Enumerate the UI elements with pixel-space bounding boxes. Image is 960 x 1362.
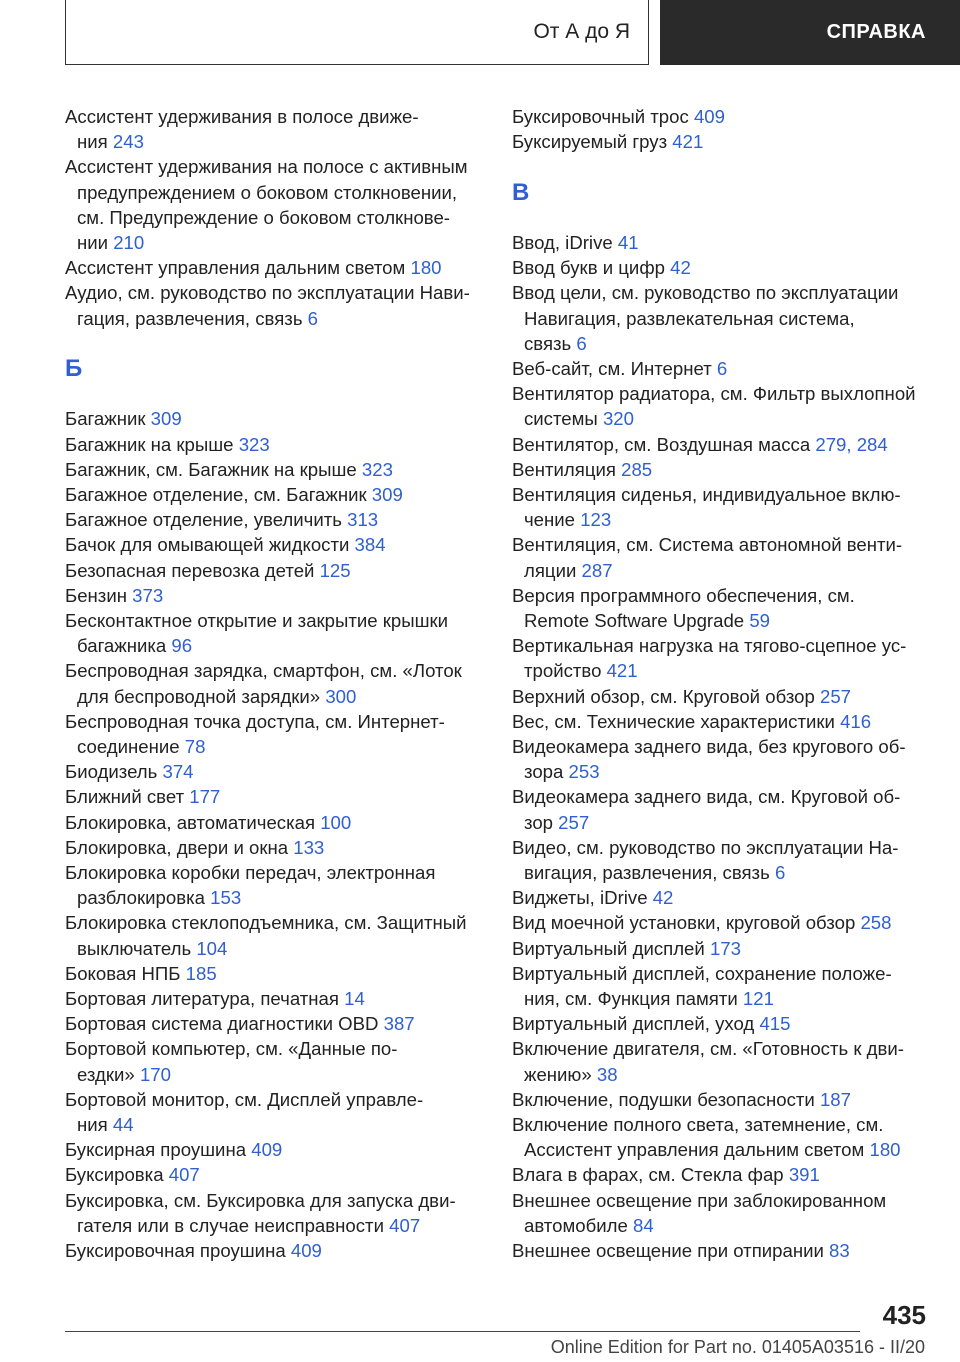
index-entry-text: Аудио, см. руководство по эксплуатации Нави- xyxy=(65,282,470,304)
index-entry xyxy=(65,910,490,960)
page-reference-link[interactable]: 78 xyxy=(184,736,206,758)
index-entry xyxy=(65,1188,490,1238)
page-reference-link[interactable]: 416 xyxy=(840,710,872,732)
index-entry-text: Бесконтактное открытие и закрытие крышки xyxy=(65,610,449,632)
page-reference-link[interactable]: 373 xyxy=(132,584,164,606)
index-column-left xyxy=(65,104,490,1263)
index-entry-text: багажника xyxy=(77,635,172,657)
index-entry xyxy=(65,1162,490,1187)
page-reference-link[interactable]: 123 xyxy=(580,509,612,531)
index-entry-text: Блокировка, двери и окна xyxy=(65,836,294,858)
index-entry xyxy=(65,154,490,255)
index-entry xyxy=(65,1036,490,1086)
index-entry xyxy=(65,507,490,532)
page-reference-link[interactable]: 287 xyxy=(581,559,613,581)
index-entry-text: Ввод, iDrive xyxy=(512,231,618,253)
index-entry-text: Беспроводная точка доступа, см. Интернет- xyxy=(65,710,445,732)
index-entry-text: Включение полного света, затемнение, см. xyxy=(512,1114,884,1136)
page-reference-link[interactable]: 42 xyxy=(670,257,691,279)
page-reference-link[interactable]: 243 xyxy=(112,131,144,153)
page-reference-link[interactable]: 279, 284 xyxy=(815,433,888,455)
index-entry xyxy=(512,104,932,129)
index-entry-text: Включение, подушки безопасности xyxy=(512,1088,820,1110)
index-entry xyxy=(512,356,932,381)
index-entry-text: предупреждением о боковом столкновении, xyxy=(77,181,458,203)
page-reference-link[interactable]: 409 xyxy=(693,106,725,127)
index-entry xyxy=(512,532,932,582)
index-entry xyxy=(512,457,932,482)
index-entry-text: Вентилятор радиатора, см. Фильтр выхлопной xyxy=(512,383,916,405)
page-reference-link[interactable]: 125 xyxy=(319,559,351,581)
index-entry xyxy=(512,684,932,709)
index-entry-text: Ассистент управления дальним светом xyxy=(65,257,411,279)
index-entry-text: Буксировочная проушина xyxy=(65,1240,291,1262)
index-entry-text: Биодизель xyxy=(65,761,163,783)
section-tab-label: От А до Я xyxy=(533,20,630,43)
index-entry xyxy=(65,1238,490,1263)
index-entry-text: Багажное отделение, увеличить xyxy=(65,509,348,531)
index-entry-text: Вид моечной установки, круговой обзор xyxy=(512,912,861,934)
index-entry xyxy=(512,709,932,734)
index-entry xyxy=(65,608,490,658)
index-entry xyxy=(65,1011,490,1036)
index-entry-text: зор xyxy=(524,811,559,833)
index-entry xyxy=(65,810,490,835)
page-reference-link[interactable]: 421 xyxy=(672,131,704,153)
index-entry xyxy=(65,457,490,482)
page-reference-link[interactable]: 170 xyxy=(139,1063,171,1085)
index-entry xyxy=(512,1162,932,1187)
page-reference-link[interactable]: 409 xyxy=(251,1139,283,1161)
index-entry xyxy=(65,432,490,457)
index-entry xyxy=(512,1188,932,1238)
index-entry-text: вигация, развлечения, связь xyxy=(524,862,775,884)
index-entry-text: Буксировка, см. Буксировка для запуска дви- xyxy=(65,1189,456,1211)
index-entry-text: Версия программного обеспечения, см. xyxy=(512,584,855,606)
page-reference-link[interactable]: 313 xyxy=(347,509,379,531)
page-reference-link[interactable]: 253 xyxy=(568,761,600,783)
index-entry-text: Внешнее освещение при отпирании xyxy=(512,1240,830,1262)
index-entry-text: Включение двигателя, см. «Готовность к дви- xyxy=(512,1038,904,1060)
index-entry-text: Вентиляция сиденья, индивидуальное вклю- xyxy=(512,484,901,505)
index-entry-text: см. Предупреждение о боковом столкнове- xyxy=(77,206,451,228)
index-entry xyxy=(65,709,490,759)
index-entry xyxy=(65,784,490,809)
index-entry-text: ния, см. Функция памяти xyxy=(524,988,743,1010)
page-reference-link[interactable]: 180 xyxy=(410,257,442,279)
index-entry-text: Бортовой монитор, см. Дисплей управле- xyxy=(65,1088,424,1110)
page-reference-link[interactable]: 415 xyxy=(759,1013,791,1035)
page-reference-link[interactable]: 121 xyxy=(742,988,774,1010)
page-reference-link[interactable]: 285 xyxy=(621,458,653,480)
page-reference-link[interactable]: 374 xyxy=(162,761,194,783)
index-entry xyxy=(512,961,932,1011)
index-entry-text: жению» xyxy=(524,1063,597,1085)
index-entry xyxy=(65,558,490,583)
index-entry xyxy=(512,1011,932,1036)
index-entry-text: Ассистент управления дальним светом xyxy=(524,1139,870,1161)
page-reference-link[interactable]: 258 xyxy=(860,912,892,934)
index-entry-text: ездки» xyxy=(77,1063,140,1085)
page-reference-link[interactable]: 320 xyxy=(602,408,634,430)
index-entry xyxy=(65,583,490,608)
index-entry xyxy=(512,936,932,961)
page-reference-link[interactable]: 42 xyxy=(652,887,674,909)
index-entry xyxy=(512,835,932,885)
index-entry-text: чение xyxy=(524,509,581,531)
page-reference-link[interactable]: 421 xyxy=(606,660,638,682)
page-reference-link[interactable]: 153 xyxy=(210,887,242,909)
index-entry-text: Вентиляция, см. Система автономной венти- xyxy=(512,534,903,556)
index-entry-text: Блокировка, автоматическая xyxy=(65,811,321,833)
index-entry xyxy=(512,910,932,935)
page-reference-link[interactable]: 6 xyxy=(307,307,319,329)
index-entry-text: Виртуальный дисплей, уход xyxy=(512,1013,760,1035)
index-entry-text: тройство xyxy=(524,660,607,682)
index-entry-text: Ассистент удерживания на полосе с активным xyxy=(65,156,468,178)
index-entry-text: Ввод букв и цифр xyxy=(512,257,671,279)
index-entry-text: Внешнее освещение при заблокированном xyxy=(512,1189,887,1211)
index-entry-text: Вентилятор, см. Воздушная масса xyxy=(512,433,816,455)
index-entry xyxy=(512,1036,932,1086)
index-entry-text: Ассистент удерживания в полосе движе- xyxy=(65,106,419,127)
index-entry xyxy=(512,1112,932,1162)
page-reference-link[interactable]: 59 xyxy=(749,610,770,632)
page-reference-link[interactable]: 84 xyxy=(632,1214,654,1236)
index-entry xyxy=(512,255,932,280)
chapter-tab-label: СПРАВКА xyxy=(826,21,926,43)
index-entry xyxy=(65,961,490,986)
index-entry-text: Виртуальный дисплей xyxy=(512,937,710,959)
page-reference-link[interactable]: 409 xyxy=(290,1240,322,1262)
page-number: 435 xyxy=(882,1300,926,1330)
page-reference-link[interactable]: 185 xyxy=(185,962,217,984)
index-entry-text: Ближний свет xyxy=(65,786,190,808)
index-entry-text: выключатель xyxy=(77,937,197,959)
index-entry-text: Багажник на крыше xyxy=(65,433,239,455)
index-entry-text: Беспроводная зарядка, смартфон, см. «Лоток xyxy=(65,660,462,682)
index-entry xyxy=(512,1087,932,1112)
index-entry xyxy=(512,885,932,910)
index-entry xyxy=(65,658,490,708)
page-reference-link[interactable]: 41 xyxy=(617,231,639,253)
index-entry-text: Бензин xyxy=(65,584,133,606)
index-entry-text: автомобиле xyxy=(524,1214,633,1236)
index-entry xyxy=(512,230,932,255)
index-entry-text: Бачок для омывающей жидкости xyxy=(65,534,355,556)
page-reference-link[interactable]: 257 xyxy=(558,811,590,833)
page-reference-link[interactable]: 300 xyxy=(325,685,357,707)
page-reference-link[interactable]: 96 xyxy=(171,635,193,657)
index-entry-text: гация, развлечения, связь xyxy=(77,307,308,329)
index-entry xyxy=(512,734,932,784)
index-entry-text: Буксировочный трос xyxy=(512,106,694,127)
page-reference-link[interactable]: 180 xyxy=(869,1139,901,1161)
index-entry-text: Блокировка стеклоподъемника, см. Защитный xyxy=(65,912,467,934)
index-entry-text: разблокировка xyxy=(77,887,211,909)
index-entry-text: Remote Software Upgrade xyxy=(524,610,750,632)
index-entry-text: Вес, см. Технические характеристики xyxy=(512,710,841,732)
index-entry-text: Видеокамера заднего вида, без кругового об- xyxy=(512,736,906,758)
page-reference-link[interactable]: 257 xyxy=(820,685,852,707)
index-entry-text: ляции xyxy=(524,559,582,581)
chapter-tab[interactable] xyxy=(660,0,960,65)
index-entry-text: Багажник xyxy=(65,408,151,430)
page-reference-link[interactable]: 309 xyxy=(150,408,182,430)
section-tab[interactable] xyxy=(65,0,649,65)
page-reference-link[interactable]: 173 xyxy=(709,937,741,959)
page-reference-link[interactable]: 104 xyxy=(196,937,228,959)
index-entry-text: Вертикальная нагрузка на тягово-сцепное ус- xyxy=(512,635,907,657)
page-reference-link[interactable]: 407 xyxy=(389,1214,421,1236)
index-entry-text: Виджеты, iDrive xyxy=(512,887,653,909)
index-entry-text: Виртуальный дисплей, сохранение положе- xyxy=(512,962,892,984)
footer-divider xyxy=(65,1331,860,1332)
page-reference-link[interactable]: 44 xyxy=(112,1114,134,1136)
page-reference-link[interactable]: 38 xyxy=(596,1063,618,1085)
index-entry-text: Бортовая литература, печатная xyxy=(65,988,345,1010)
index-entry xyxy=(65,255,490,280)
index-entry xyxy=(512,1238,932,1263)
page-reference-link[interactable]: 407 xyxy=(168,1164,200,1186)
index-entry-text: Багажное отделение, см. Багажник xyxy=(65,484,372,505)
index-entry-text: нии xyxy=(77,232,114,254)
page-reference-link[interactable]: 187 xyxy=(819,1088,851,1110)
index-entry xyxy=(512,633,932,683)
page-reference-link[interactable]: 391 xyxy=(788,1164,820,1186)
index-entry-text: Влага в фарах, см. Стекла фар xyxy=(512,1164,789,1186)
index-entry-text: Бортовой компьютер, см. «Данные по- xyxy=(65,1038,398,1060)
index-entry-text: Багажник, см. Багажник на крыше xyxy=(65,458,362,480)
edition-footer: Online Edition for Part no. 01405A03516 - II/20 xyxy=(550,1337,925,1357)
page-reference-link[interactable]: 387 xyxy=(383,1013,415,1035)
index-entry-text: Безопасная перевозка детей xyxy=(65,559,320,581)
page-reference-link[interactable]: 210 xyxy=(113,232,145,254)
index-entry-text: Видео, см. руководство по эксплуатации На- xyxy=(512,836,899,858)
index-entry xyxy=(65,1137,490,1162)
index-entry xyxy=(65,532,490,557)
index-entry-text: гателя или в случае неисправности xyxy=(77,1214,390,1236)
page-reference-link[interactable]: 323 xyxy=(238,433,270,455)
index-entry xyxy=(512,784,932,834)
page-reference-link[interactable]: 6 xyxy=(774,862,786,884)
page-reference-link[interactable]: 83 xyxy=(829,1240,850,1262)
index-entry-text: Буксируемый груз xyxy=(512,131,673,153)
index-entry-text: Буксирная проушина xyxy=(65,1139,252,1161)
page-reference-link[interactable]: 309 xyxy=(371,484,403,505)
index-entry-text: ния xyxy=(77,1114,113,1136)
index-entry-text: для беспроводной зарядки» xyxy=(77,685,326,707)
index-entry-text: зора xyxy=(524,761,569,783)
index-entry-text: ния xyxy=(77,131,113,153)
index-entry xyxy=(512,381,932,431)
index-entry-text: Блокировка коробки передач, электронная xyxy=(65,862,436,884)
page-reference-link[interactable]: 14 xyxy=(344,988,365,1010)
index-entry xyxy=(65,860,490,910)
index-entry-text: Ввод цели, см. руководство по эксплуатации xyxy=(512,282,899,304)
index-entry-text: системы xyxy=(524,408,603,430)
index-entry-text: соединение xyxy=(77,736,185,758)
index-entry xyxy=(65,406,490,431)
index-letter-heading: В xyxy=(512,178,530,206)
index-entry-text: Вентиляция xyxy=(512,458,622,480)
index-entry xyxy=(65,482,490,507)
index-entry-text: связь xyxy=(524,332,577,354)
page-reference-link[interactable]: 6 xyxy=(716,357,728,379)
index-entry-text: Буксировка xyxy=(65,1164,169,1186)
index-entry xyxy=(512,583,932,633)
index-entry xyxy=(65,1087,490,1137)
index-entry-text: Видеокамера заднего вида, см. Круговой об- xyxy=(512,786,901,808)
index-column-right xyxy=(512,104,932,1263)
index-entry xyxy=(512,129,932,154)
index-entry-text: Навигация, развлекательная система, xyxy=(524,307,855,329)
page-reference-link[interactable]: 100 xyxy=(320,811,352,833)
index-entry xyxy=(65,104,490,154)
page-reference-link[interactable]: 323 xyxy=(361,458,393,480)
index-entry-text: Веб-сайт, см. Интернет xyxy=(512,357,717,379)
page-reference-link[interactable]: 177 xyxy=(189,786,221,808)
index-entry xyxy=(512,482,932,532)
index-entry-text: Верхний обзор, см. Круговой обзор xyxy=(512,685,820,707)
index-entry xyxy=(65,835,490,860)
index-letter-heading: Б xyxy=(65,355,83,383)
page-reference-link[interactable]: 384 xyxy=(354,534,386,556)
index-entry-text: Боковая НПБ xyxy=(65,962,186,984)
page-reference-link[interactable]: 6 xyxy=(576,332,587,354)
index-entry xyxy=(65,759,490,784)
index-entry xyxy=(65,280,490,330)
index-entry xyxy=(512,432,932,457)
page-reference-link[interactable]: 133 xyxy=(293,836,325,858)
index-entry xyxy=(65,986,490,1011)
index-entry xyxy=(512,280,932,356)
index-entry-text: Бортовая система диагностики OBD xyxy=(65,1013,384,1035)
